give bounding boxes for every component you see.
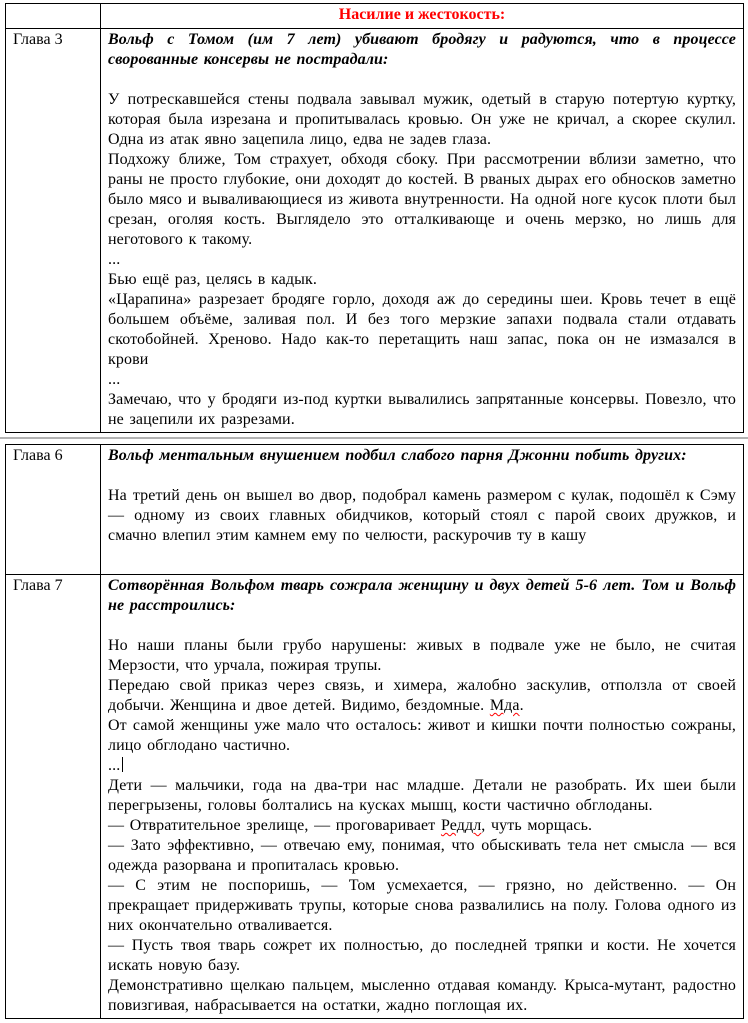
paragraph[interactable]: — Зато эффективно, — отвечаю ему, понимая, что обыскивать тела нет смысла — вся одежда разорвана и пропиталась кровью.: [108, 837, 736, 874]
paragraph[interactable]: Демонстративно щелкаю пальцем, мысленно отдавая команду. Крыса-мутант, радостно повизгивая, набрасывается на остатки, жадно поглощая их.: [108, 977, 736, 1014]
paragraph[interactable]: От самой женщины уже мало что осталось: живот и кишки почти полностью сожраны, лицо обглодано частично.: [108, 717, 736, 754]
violence-table-continued: [5, 444, 744, 1019]
paragraph[interactable]: У потрескавшейся стены подвала завывал мужик, одетый в старую потертую куртку, которая была изрезана и пропитывалась кровью. Он уже не кричал, а скорее скулил. Одна из атак явно зацепила лицо, едва не задев глаза.: [108, 91, 736, 148]
chapter-summary[interactable]: Вольф ментальным внушением подбил слабого парня Джонни побить других:: [108, 447, 687, 464]
misspelled-word[interactable]: Реддл: [440, 817, 482, 834]
chapter-label[interactable]: Глава 6: [6, 445, 101, 575]
page-separator: [0, 437, 748, 439]
chapter-summary[interactable]: Сотворённая Вольфом тварь сожрала женщину и двух детей 5-6 лет. Том и Вольф не расстроились:: [108, 577, 736, 614]
paragraph-text: Передаю свой приказ через связь, и химера, жалобно заскулив, отползла от своей добычи. Женщина и двое детей. Видимо, бездомные.: [108, 677, 736, 714]
paragraph-text: , чуть морщась.: [481, 817, 593, 834]
table-row-chapter-3: [6, 29, 744, 433]
paragraph[interactable]: — С этим не поспоришь, — Том усмехается, — грязно, но действенно. — Он прекращает придерживать трупы, которые снова развалились на полу. Голова одного из них окончательно отваливается.: [108, 877, 736, 934]
chapter-content-cell[interactable]: [101, 29, 744, 433]
paragraph[interactable]: Замечаю, что у бродяги из-под куртки вывалились запрятанные консервы. Повезло, что не зацепили их разрезами.: [108, 391, 736, 428]
paragraph[interactable]: [108, 816, 736, 836]
chapter-label[interactable]: Глава 7: [6, 575, 101, 1019]
ellipsis-line[interactable]: ...: [108, 371, 121, 388]
table-row-chapter-6: [6, 445, 744, 575]
misspelled-word[interactable]: Мда: [489, 697, 520, 714]
chapter-content-cell[interactable]: [101, 575, 744, 1019]
table-row-chapter-7: [6, 575, 744, 1019]
ellipsis-line[interactable]: ...: [108, 251, 121, 268]
paragraph[interactable]: Подхожу ближе, Том страхует, обходя сбоку. При рассмотрении вблизи заметно, что раны не просто глубокие, они доходят до костей. В рваных дырах его обносков заметно было мясо и вываливающиеся из живота внутренности. На одной ноге кусок плоти был срезан, оголяя кость. Выглядело это отталкивающе и очень мерзко, но лишь для неготового к такому.: [108, 151, 736, 248]
paragraph-text: ...: [108, 757, 121, 774]
paragraph[interactable]: «Царапина» разрезает бродяге горло, доходя аж до середины шеи. Кровь течет в ещё большем объёме, заливая пол. И без того мерзкие запахи подвала стали отдавать скотобойней. Хреново. Надо как-то перетащить наш запас, пока он не измазался в крови: [108, 291, 736, 368]
header-spacer-cell: [6, 4, 101, 29]
paragraph[interactable]: На третий день он вышел во двор, подобрал камень размером с кулак, подошёл к Сэму — одному из своих главных обидчиков, который стоял с парой своих дружков, и смачно влепил этим камнем ему по челюсти, раскурочив ту в кашу: [108, 487, 736, 544]
blank-line: [108, 70, 736, 90]
paragraph[interactable]: [108, 676, 736, 716]
paragraph[interactable]: — Пусть твоя тварь сожрет их полностью, до последней тряпки и кости. Не хочется искать новую базу.: [108, 937, 736, 974]
chapter-content-cell[interactable]: [101, 445, 744, 575]
chapter-label[interactable]: Глава 3: [6, 29, 101, 433]
section-title: Насилие и жестокость:: [101, 4, 744, 29]
ellipsis-line[interactable]: [108, 756, 736, 776]
paragraph[interactable]: Дети — мальчики, года на два-три нас младше. Детали не разобрать. Их шеи были перегрызены, головы болтались на кусках мышц, кости частично обглоданы.: [108, 777, 736, 814]
paragraph-text: — Отвратительное зрелище, — проговаривает: [108, 817, 441, 834]
paragraph[interactable]: Бью ещё раз, целясь в кадык.: [108, 271, 317, 288]
blank-line: [108, 466, 736, 486]
chapter-summary[interactable]: Вольф с Томом (им 7 лет) убивают бродягу и радуются, что в процессе сворованные консервы не пострадали:: [108, 31, 736, 68]
table-header-row: [6, 4, 744, 29]
paragraph-text: .: [519, 697, 524, 714]
blank-line: [108, 616, 736, 636]
text-cursor: [122, 757, 123, 772]
violence-table: [5, 3, 744, 433]
paragraph[interactable]: Но наши планы были грубо нарушены: живых в подвале уже не было, не считая Мерзости, что урчала, пожирая трупы.: [108, 637, 736, 674]
